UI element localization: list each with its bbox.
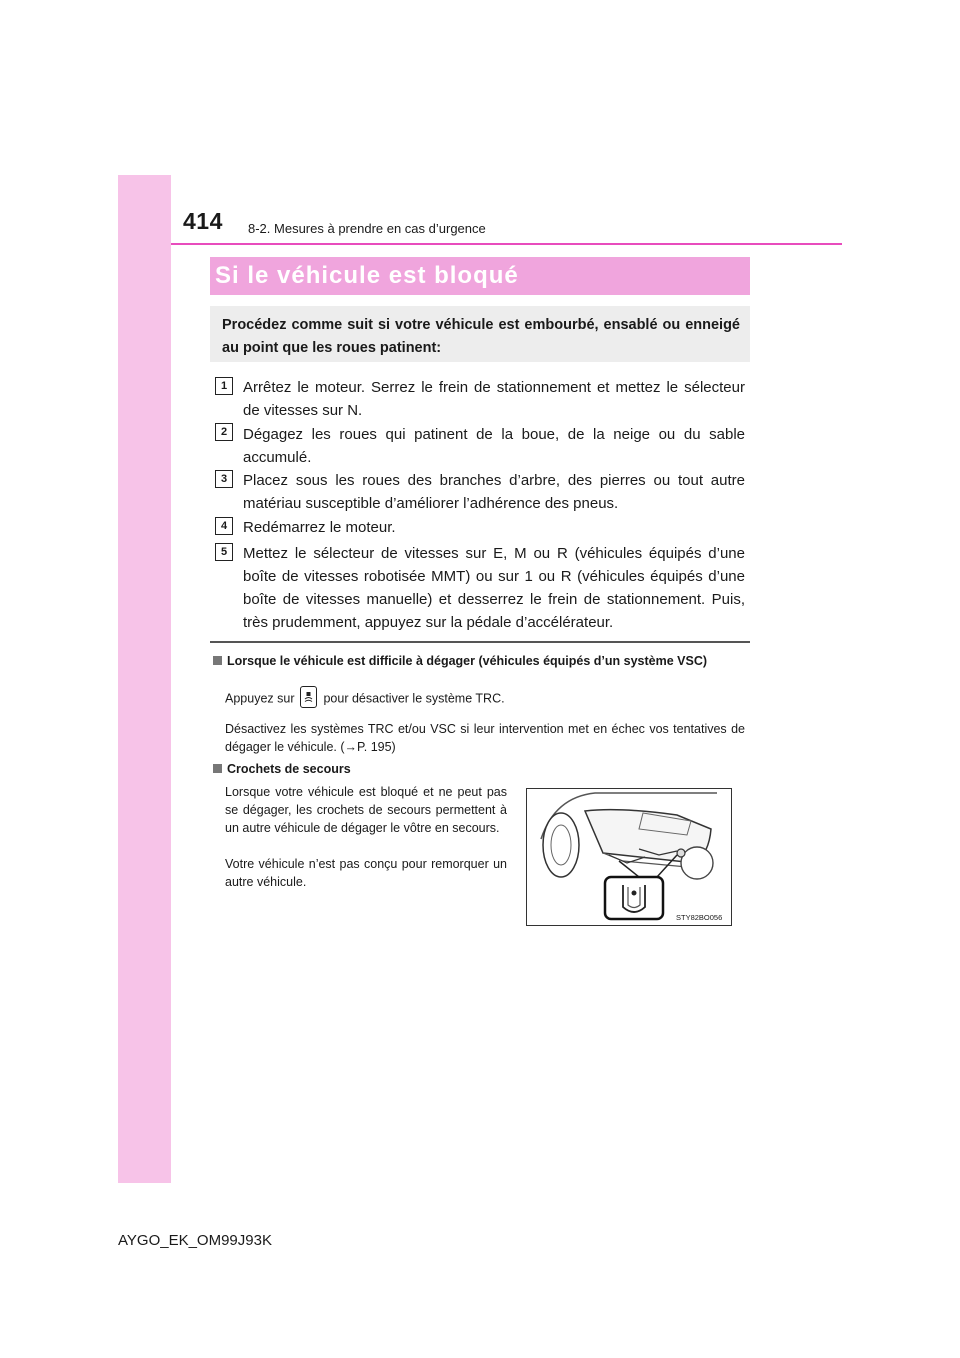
step-text-4: Redémarrez le moteur.: [243, 519, 396, 536]
note-heading-vsc: [213, 654, 707, 668]
footer-document-code: AYGO_EK_OM99J93K: [118, 1232, 272, 1249]
illustration-code: STY82BO056: [676, 913, 723, 922]
step-text-3: Placez sous les roues des branches d’arbre, des pierres ou tout autre matériau susceptible d’améliorer l’adhérence des pneus.: [243, 472, 745, 512]
page-title: Si le véhicule est bloqué: [215, 262, 519, 289]
note-vsc-line1-after: pour désactiver le système TRC.: [323, 691, 505, 706]
step-badge-4: 4: [215, 517, 233, 535]
vsc-off-switch-icon: [300, 686, 317, 708]
page-number: 414: [183, 208, 223, 234]
step-text-1: Arrêtez le moteur. Serrez le frein de stationnement et mettez le sélecteur de vitesses sur N.: [243, 379, 745, 419]
step-badge-2: 2: [215, 423, 233, 441]
header-rule: [171, 243, 842, 245]
note-vsc-line1: [225, 688, 745, 710]
note-vsc-line1-before: Appuyez sur: [225, 691, 295, 706]
car-rear-hook-drawing: [527, 789, 731, 925]
note-hooks-text1: Lorsque votre véhicule est bloqué et ne peut pas se dégager, les crochets de secours permettent à un autre véhicule de dégager le vôtre en secours.: [225, 785, 507, 835]
intro-text: Procédez comme suit si votre véhicule est embourbé, ensablé ou enneigé au point que les roues patinent:: [222, 317, 740, 356]
section-divider: [210, 641, 750, 643]
note-hooks-text2: Votre véhicule n’est pas conçu pour remorquer un autre véhicule.: [225, 857, 507, 889]
note-heading-vsc-text: Lorsque le véhicule est difficile à dégager (véhicules équipés d’un système VSC): [227, 654, 708, 668]
step-badge-5: 5: [215, 543, 233, 561]
step-text-5: Mettez le sélecteur de vitesses sur E, M ou R (véhicules équipés d’une boîte de vitesses robotisée MMT) ou sur 1 ou R (véhicules équipés d’une boîte de vitesses manuelle) et desserrez le frein de stationnement. Puis, très prudemment, appuyez sur la pédale d’accélérateur.: [243, 545, 745, 631]
step-text-2: Dégagez les roues qui patinent de la boue, de la neige ou du sable accumulé.: [243, 426, 745, 466]
step-badge-3: 3: [215, 470, 233, 488]
step-badge-1: 1: [215, 377, 233, 395]
square-bullet-icon: [213, 764, 222, 773]
section-label: 8-2. Mesures à prendre en cas d’urgence: [248, 221, 486, 236]
square-bullet-icon: [213, 656, 222, 665]
note-heading-hooks-text: Crochets de secours: [227, 762, 351, 776]
note-vsc-line2: Désactivez les systèmes TRC et/ou VSC si leur intervention met en échec vos tentatives de dégager le véhicule. (→P. 195): [225, 722, 745, 754]
side-tab-band: [118, 175, 171, 1183]
towing-hook-illustration: [526, 788, 732, 926]
note-heading-hooks: [213, 762, 351, 776]
